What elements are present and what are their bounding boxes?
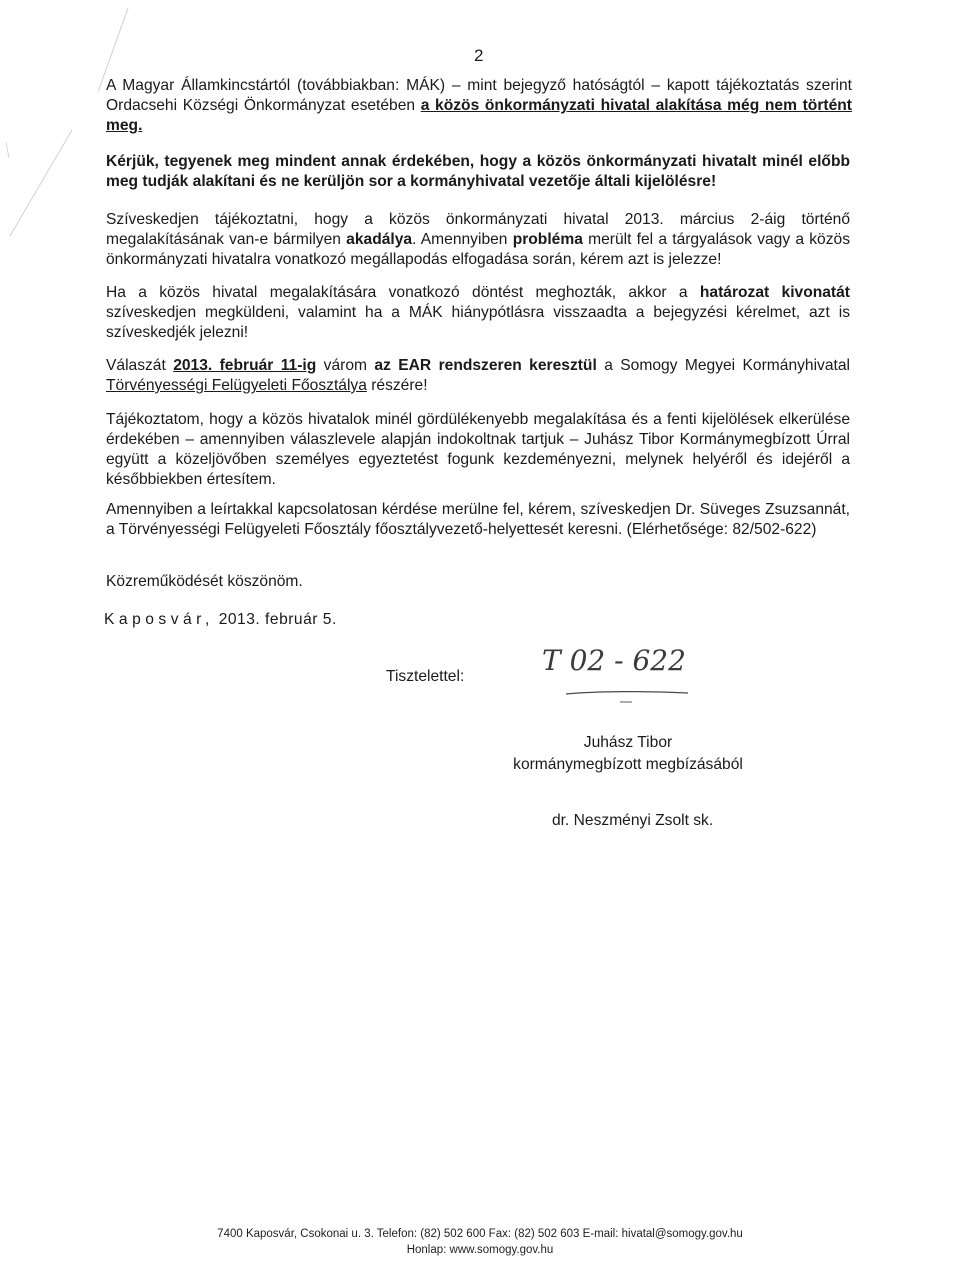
paragraph-contact: Amennyiben a leírtakkal kapcsolatosan kérdése merülne fel, kérem, szíveskedjen Dr. Süveges Zsuzsannát, a Törvényességi Felügyeleti Főosztály főosztályvezető-helyettesét keresni. (Elérhetősége: 82/502-622) [106, 501, 850, 538]
paragraph-text: Válaszát [106, 357, 174, 374]
bold-word-akadalya: akadálya [346, 231, 413, 248]
paragraph-text: várom [316, 357, 375, 374]
letter-date: 2013. február 5. [218, 611, 337, 628]
bold-word-problema: probléma [512, 231, 583, 248]
signer-role: kormánymegbízott megbízásából [513, 756, 743, 773]
paragraph-thanks: Közreműködését köszönöm. [106, 573, 303, 590]
paragraph-text: Szíveskedjen tájékoztatni, hogy a közös önkormányzati hivatal 2013. március 2-áig történő megalakításának van-e bármilyen [106, 211, 850, 248]
paragraph-text: szíveskedjen megküldeni, valamint ha a MÁK hiánypótlásra visszaadta a bejegyzési kérelmet, azt is szíveskedjék jelezni! [106, 304, 850, 341]
place-date-line [104, 611, 337, 629]
bold-phrase-ear: az EAR rendszeren keresztül [374, 357, 597, 374]
paragraph-text: részére! [366, 377, 428, 394]
deadline-date: 2013. február 11-ig [173, 357, 317, 374]
highlighted-statement: a közös önkormányzati hivatal alakítása még nem történt meg. [106, 97, 852, 134]
place-name: Kaposvár, [104, 611, 214, 628]
paragraph-text: Ha a közös hivatal megalakítására vonatkozó döntést meghozták, akkor a [106, 284, 700, 301]
paragraph-inform [106, 210, 850, 270]
signer-name: Juhász Tibor [583, 734, 673, 751]
signatory-sk: dr. Neszményi Zsolt sk. [552, 812, 714, 829]
paragraph-request: Kérjük, tegyenek meg mindent annak érdekében, hogy a közös önkormányzati hivatalt minél előbb meg tudják alakítani és ne kerüljön sor a kormányhivatal vezetője általi kijelölésre! [106, 153, 850, 190]
footer-address: 7400 Kaposvár, Csokonai u. 3. Telefon: (82) 502 600 Fax: (82) 502 603 E-mail: hivatal@somogy.gov.hu [217, 1228, 743, 1240]
paragraph-text: . Amennyiben [412, 231, 513, 248]
bold-phrase-hatarozat: határozat kivonatát [699, 284, 850, 301]
closing-salutation: Tisztelettel: [386, 668, 465, 685]
handwritten-signature [538, 636, 708, 716]
page-number: 2 [474, 46, 484, 65]
paragraph-decision [106, 283, 850, 343]
paragraph-mak-info [106, 76, 852, 136]
signer-block [508, 732, 748, 776]
paragraph-text: A Magyar Államkincstártól (továbbiakban: MÁK) – mint bejegyző hatóságtól – kapott tájékoztatás szerint Ordacsehi Községi Önkormányzat esetében [106, 77, 852, 114]
letter-footer [0, 1226, 960, 1258]
paragraph-consultation: Tájékoztatom, hogy a közös hivatalok minél gördülékenyebb megalakítása és a fenti kijelölések elkerülése érdekében – amennyiben válaszlevele alapján indokoltnak tartjuk – Juhász Tibor Kormánymegbízott Úrral együtt a közeljövőben személyes egyeztetést fogunk kezdeményezni, melynek helyéről és idejéről a későbbiekben értesítem. [106, 411, 850, 488]
paragraph-deadline [106, 356, 850, 396]
paragraph-text: a Somogy Megyei Kormányhivatal [596, 357, 850, 374]
footer-website: Honlap: www.somogy.gov.hu [406, 1244, 554, 1256]
handwritten-note: T 02 - 622 [542, 644, 686, 677]
paragraph-text: merült fel a tárgyalások vagy a közös önkormányzati hivatalra vonatkozó megállapodás elfogadása során, kérem azt is jelezze! [106, 231, 850, 268]
department-name: Törvényességi Felügyeleti Főosztálya [106, 377, 367, 394]
